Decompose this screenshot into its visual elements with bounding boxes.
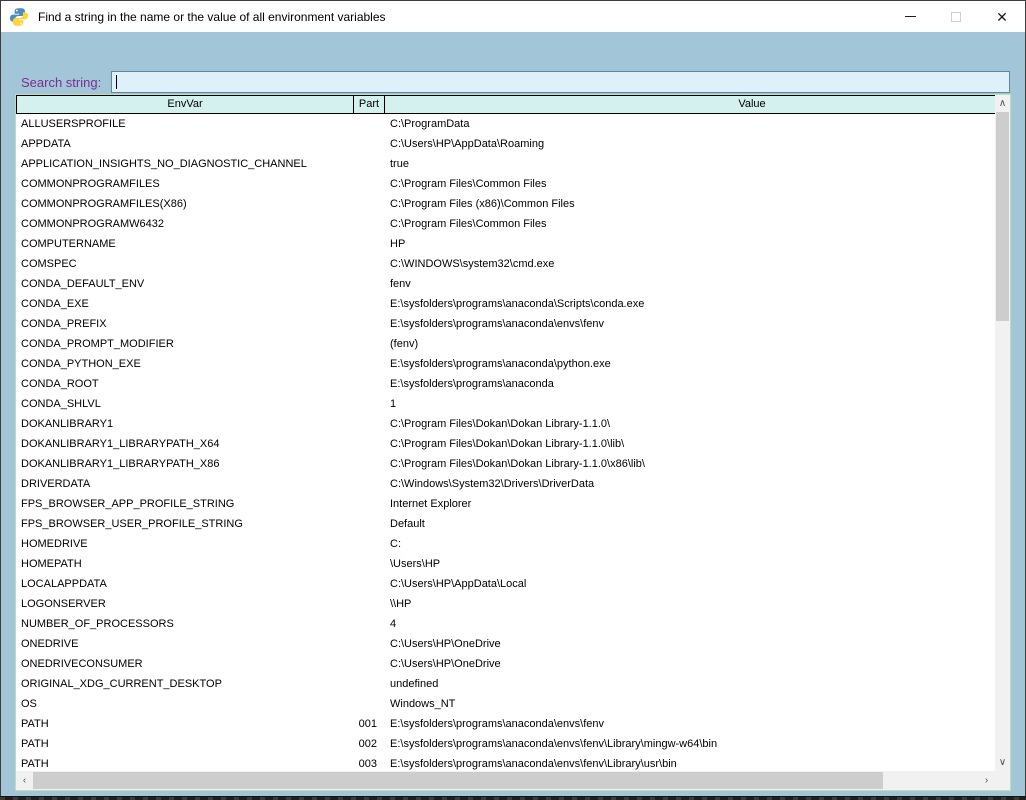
table-row[interactable] <box>16 274 995 294</box>
envvar-name-cell: LOCALAPPDATA <box>21 578 107 590</box>
vertical-scrollbar-thumb[interactable] <box>996 112 1009 321</box>
envvar-name-cell: COMMONPROGRAMFILES <box>21 178 160 190</box>
minimize-button[interactable] <box>887 1 933 32</box>
table-row[interactable] <box>16 374 995 394</box>
envvar-name-cell: CONDA_PYTHON_EXE <box>21 358 141 370</box>
envvar-name-cell: ORIGINAL_XDG_CURRENT_DESKTOP <box>21 678 222 690</box>
envvar-name-cell: ALLUSERSPROFILE <box>21 118 126 130</box>
table-row[interactable] <box>16 254 995 274</box>
envvar-name-cell: PATH <box>21 758 49 770</box>
envvar-name-cell: HOMEPATH <box>21 558 82 570</box>
table-row[interactable] <box>16 354 995 374</box>
scrollbar-corner <box>995 771 1010 790</box>
envvar-value-cell: C:\Program Files\Dokan\Dokan Library-1.1.0\ <box>390 418 611 430</box>
envvar-value-cell: C:\Users\HP\OneDrive <box>390 638 501 650</box>
table-row[interactable] <box>16 634 995 654</box>
table-row[interactable] <box>16 334 995 354</box>
table-row[interactable] <box>16 174 995 194</box>
envvar-value-cell: C:\Users\HP\AppData\Local <box>390 578 527 590</box>
envvar-name-cell: APPDATA <box>21 138 71 150</box>
horizontal-scrollbar-thumb[interactable] <box>33 772 883 789</box>
table-row[interactable] <box>16 154 995 174</box>
close-button[interactable] <box>979 1 1025 32</box>
envvar-name-cell: COMSPEC <box>21 258 77 270</box>
grid-header <box>16 95 995 114</box>
envvar-value-cell: E:\sysfolders\programs\anaconda\envs\fenv <box>390 318 605 330</box>
minimize-icon <box>905 16 916 17</box>
envvar-name-cell: HOMEDRIVE <box>21 538 88 550</box>
column-header-value: Value <box>384 95 995 114</box>
title-bar <box>1 1 1025 32</box>
envvar-name-cell: COMPUTERNAME <box>21 238 116 250</box>
maximize-button <box>933 1 979 32</box>
envvar-value-cell: undefined <box>390 678 439 690</box>
envvar-name-cell: ONEDRIVE <box>21 638 79 650</box>
envvar-part-cell: 002 <box>358 738 377 750</box>
envvar-name-cell: FPS_BROWSER_APP_PROFILE_STRING <box>21 498 235 510</box>
table-row[interactable] <box>16 474 995 494</box>
table-row[interactable] <box>16 454 995 474</box>
envvar-value-cell: E:\sysfolders\programs\anaconda\envs\fenv\Library\mingw-w64\bin <box>390 738 718 750</box>
envvar-name-cell: DOKANLIBRARY1_LIBRARYPATH_X64 <box>21 438 220 450</box>
search-input-wrap <box>111 71 1010 93</box>
scroll-down-icon[interactable]: ∨ <box>998 756 1007 768</box>
envvar-name-cell: CONDA_PREFIX <box>21 318 107 330</box>
table-row[interactable] <box>16 294 995 314</box>
table-row[interactable] <box>16 614 995 634</box>
envvar-name-cell: DOKANLIBRARY1_LIBRARYPATH_X86 <box>21 458 220 470</box>
envvar-name-cell: CONDA_PROMPT_MODIFIER <box>21 338 174 350</box>
close-icon: ✕ <box>996 8 1008 25</box>
envvar-value-cell: \Users\HP <box>390 558 441 570</box>
envvar-name-cell: PATH <box>21 738 49 750</box>
scroll-right-icon[interactable]: › <box>984 774 989 786</box>
envvar-part-cell: 003 <box>358 758 377 770</box>
envvar-grid <box>15 94 1011 791</box>
envvar-value-cell: C:\Users\HP\OneDrive <box>390 658 501 670</box>
envvar-value-cell: 4 <box>390 618 397 630</box>
table-row[interactable] <box>16 654 995 674</box>
envvar-name-cell: CONDA_SHLVL <box>21 398 101 410</box>
envvar-value-cell: C:\Program Files (x86)\Common Files <box>390 198 575 210</box>
table-row[interactable] <box>16 694 995 714</box>
envvar-name-cell: DOKANLIBRARY1 <box>21 418 114 430</box>
table-row[interactable] <box>16 674 995 694</box>
table-row[interactable] <box>16 594 995 614</box>
table-row[interactable] <box>16 414 995 434</box>
table-row[interactable] <box>16 534 995 554</box>
envvar-name-cell: NUMBER_OF_PROCESSORS <box>21 618 174 630</box>
envvar-value-cell: C:\WINDOWS\system32\cmd.exe <box>390 258 555 270</box>
scroll-left-icon[interactable]: ‹ <box>22 774 27 786</box>
envvar-value-cell: fenv <box>390 278 411 290</box>
envvar-value-cell: C:\Program Files\Dokan\Dokan Library-1.1.0\lib\ <box>390 438 625 450</box>
table-row[interactable] <box>16 134 995 154</box>
envvar-part-cell: 001 <box>358 718 377 730</box>
envvar-value-cell: true <box>390 158 409 170</box>
envvar-value-cell: E:\sysfolders\programs\anaconda\python.exe <box>390 358 611 370</box>
table-row[interactable] <box>16 214 995 234</box>
envvar-name-cell: COMMONPROGRAMFILES(X86) <box>21 198 187 210</box>
horizontal-scrollbar[interactable] <box>16 771 995 790</box>
envvar-name-cell: APPLICATION_INSIGHTS_NO_DIAGNOSTIC_CHANNEL <box>21 158 307 170</box>
envvar-value-cell: 1 <box>390 398 397 410</box>
table-row[interactable] <box>16 514 995 534</box>
envvar-value-cell: (fenv) <box>390 338 419 350</box>
table-row[interactable] <box>16 434 995 454</box>
envvar-value-cell: C:\Program Files\Common Files <box>390 178 547 190</box>
envvar-value-cell: E:\sysfolders\programs\anaconda\envs\fenv <box>390 718 605 730</box>
window-title: Find a string in the name or the value of all environment variables <box>38 9 386 24</box>
envvar-name-cell: CONDA_DEFAULT_ENV <box>21 278 145 290</box>
envvar-name-cell: ONEDRIVECONSUMER <box>21 658 143 670</box>
table-row[interactable] <box>16 554 995 574</box>
envvar-value-cell: Default <box>390 518 425 530</box>
vertical-scrollbar[interactable] <box>995 95 1010 771</box>
python-icon <box>9 7 29 27</box>
envvar-value-cell: C:\Program Files\Common Files <box>390 218 547 230</box>
scroll-up-icon[interactable]: ∧ <box>998 97 1007 109</box>
envvar-value-cell: C:\Program Files\Dokan\Dokan Library-1.1.0\x86\lib\ <box>390 458 645 470</box>
envvar-value-cell: \\HP <box>390 598 412 610</box>
envvar-name-cell: COMMONPROGRAMW6432 <box>21 218 165 230</box>
envvar-value-cell: Internet Explorer <box>390 498 472 510</box>
column-header-part: Part <box>353 95 385 114</box>
table-row[interactable] <box>16 314 995 334</box>
table-row[interactable] <box>16 754 995 771</box>
envvar-value-cell: C:\Users\HP\AppData\Roaming <box>390 138 545 150</box>
envvar-name-cell: FPS_BROWSER_USER_PROFILE_STRING <box>21 518 243 530</box>
table-row[interactable] <box>16 114 995 134</box>
envvar-name-cell: OS <box>21 698 37 710</box>
table-row[interactable] <box>16 734 995 754</box>
envvar-name-cell: DRIVERDATA <box>21 478 91 490</box>
envvar-value-cell: E:\sysfolders\programs\anaconda\envs\fenv\Library\usr\bin <box>390 758 677 770</box>
envvar-name-cell: CONDA_ROOT <box>21 378 99 390</box>
envvar-value-cell: C:\Windows\System32\Drivers\DriverData <box>390 478 595 490</box>
table-row[interactable] <box>16 394 995 414</box>
caption-buttons <box>887 1 1025 32</box>
search-string-label: Search string: <box>21 75 102 90</box>
search-toolbar <box>2 33 1024 94</box>
text-caret <box>116 75 117 89</box>
table-row[interactable] <box>16 574 995 594</box>
envvar-name-cell: LOGONSERVER <box>21 598 106 610</box>
envvar-value-cell: E:\sysfolders\programs\anaconda <box>390 378 554 390</box>
envvar-value-cell: HP <box>390 238 406 250</box>
table-row[interactable] <box>16 494 995 514</box>
envvar-value-cell: Windows_NT <box>390 698 456 710</box>
maximize-icon <box>951 12 961 22</box>
envvar-value-cell: C: <box>390 538 401 550</box>
envvar-name-cell: CONDA_EXE <box>21 298 89 310</box>
envvar-value-cell: E:\sysfolders\programs\anaconda\Scripts\conda.exe <box>390 298 645 310</box>
table-body <box>16 114 995 771</box>
column-header-envvar: EnvVar <box>16 95 354 114</box>
table-row[interactable] <box>16 194 995 214</box>
search-input[interactable] <box>112 72 1009 92</box>
screen-bottom-edge <box>0 796 1026 800</box>
table-row[interactable] <box>16 234 995 254</box>
table-row[interactable] <box>16 714 995 734</box>
envvar-value-cell: C:\ProgramData <box>390 118 470 130</box>
envvar-name-cell: PATH <box>21 718 49 730</box>
